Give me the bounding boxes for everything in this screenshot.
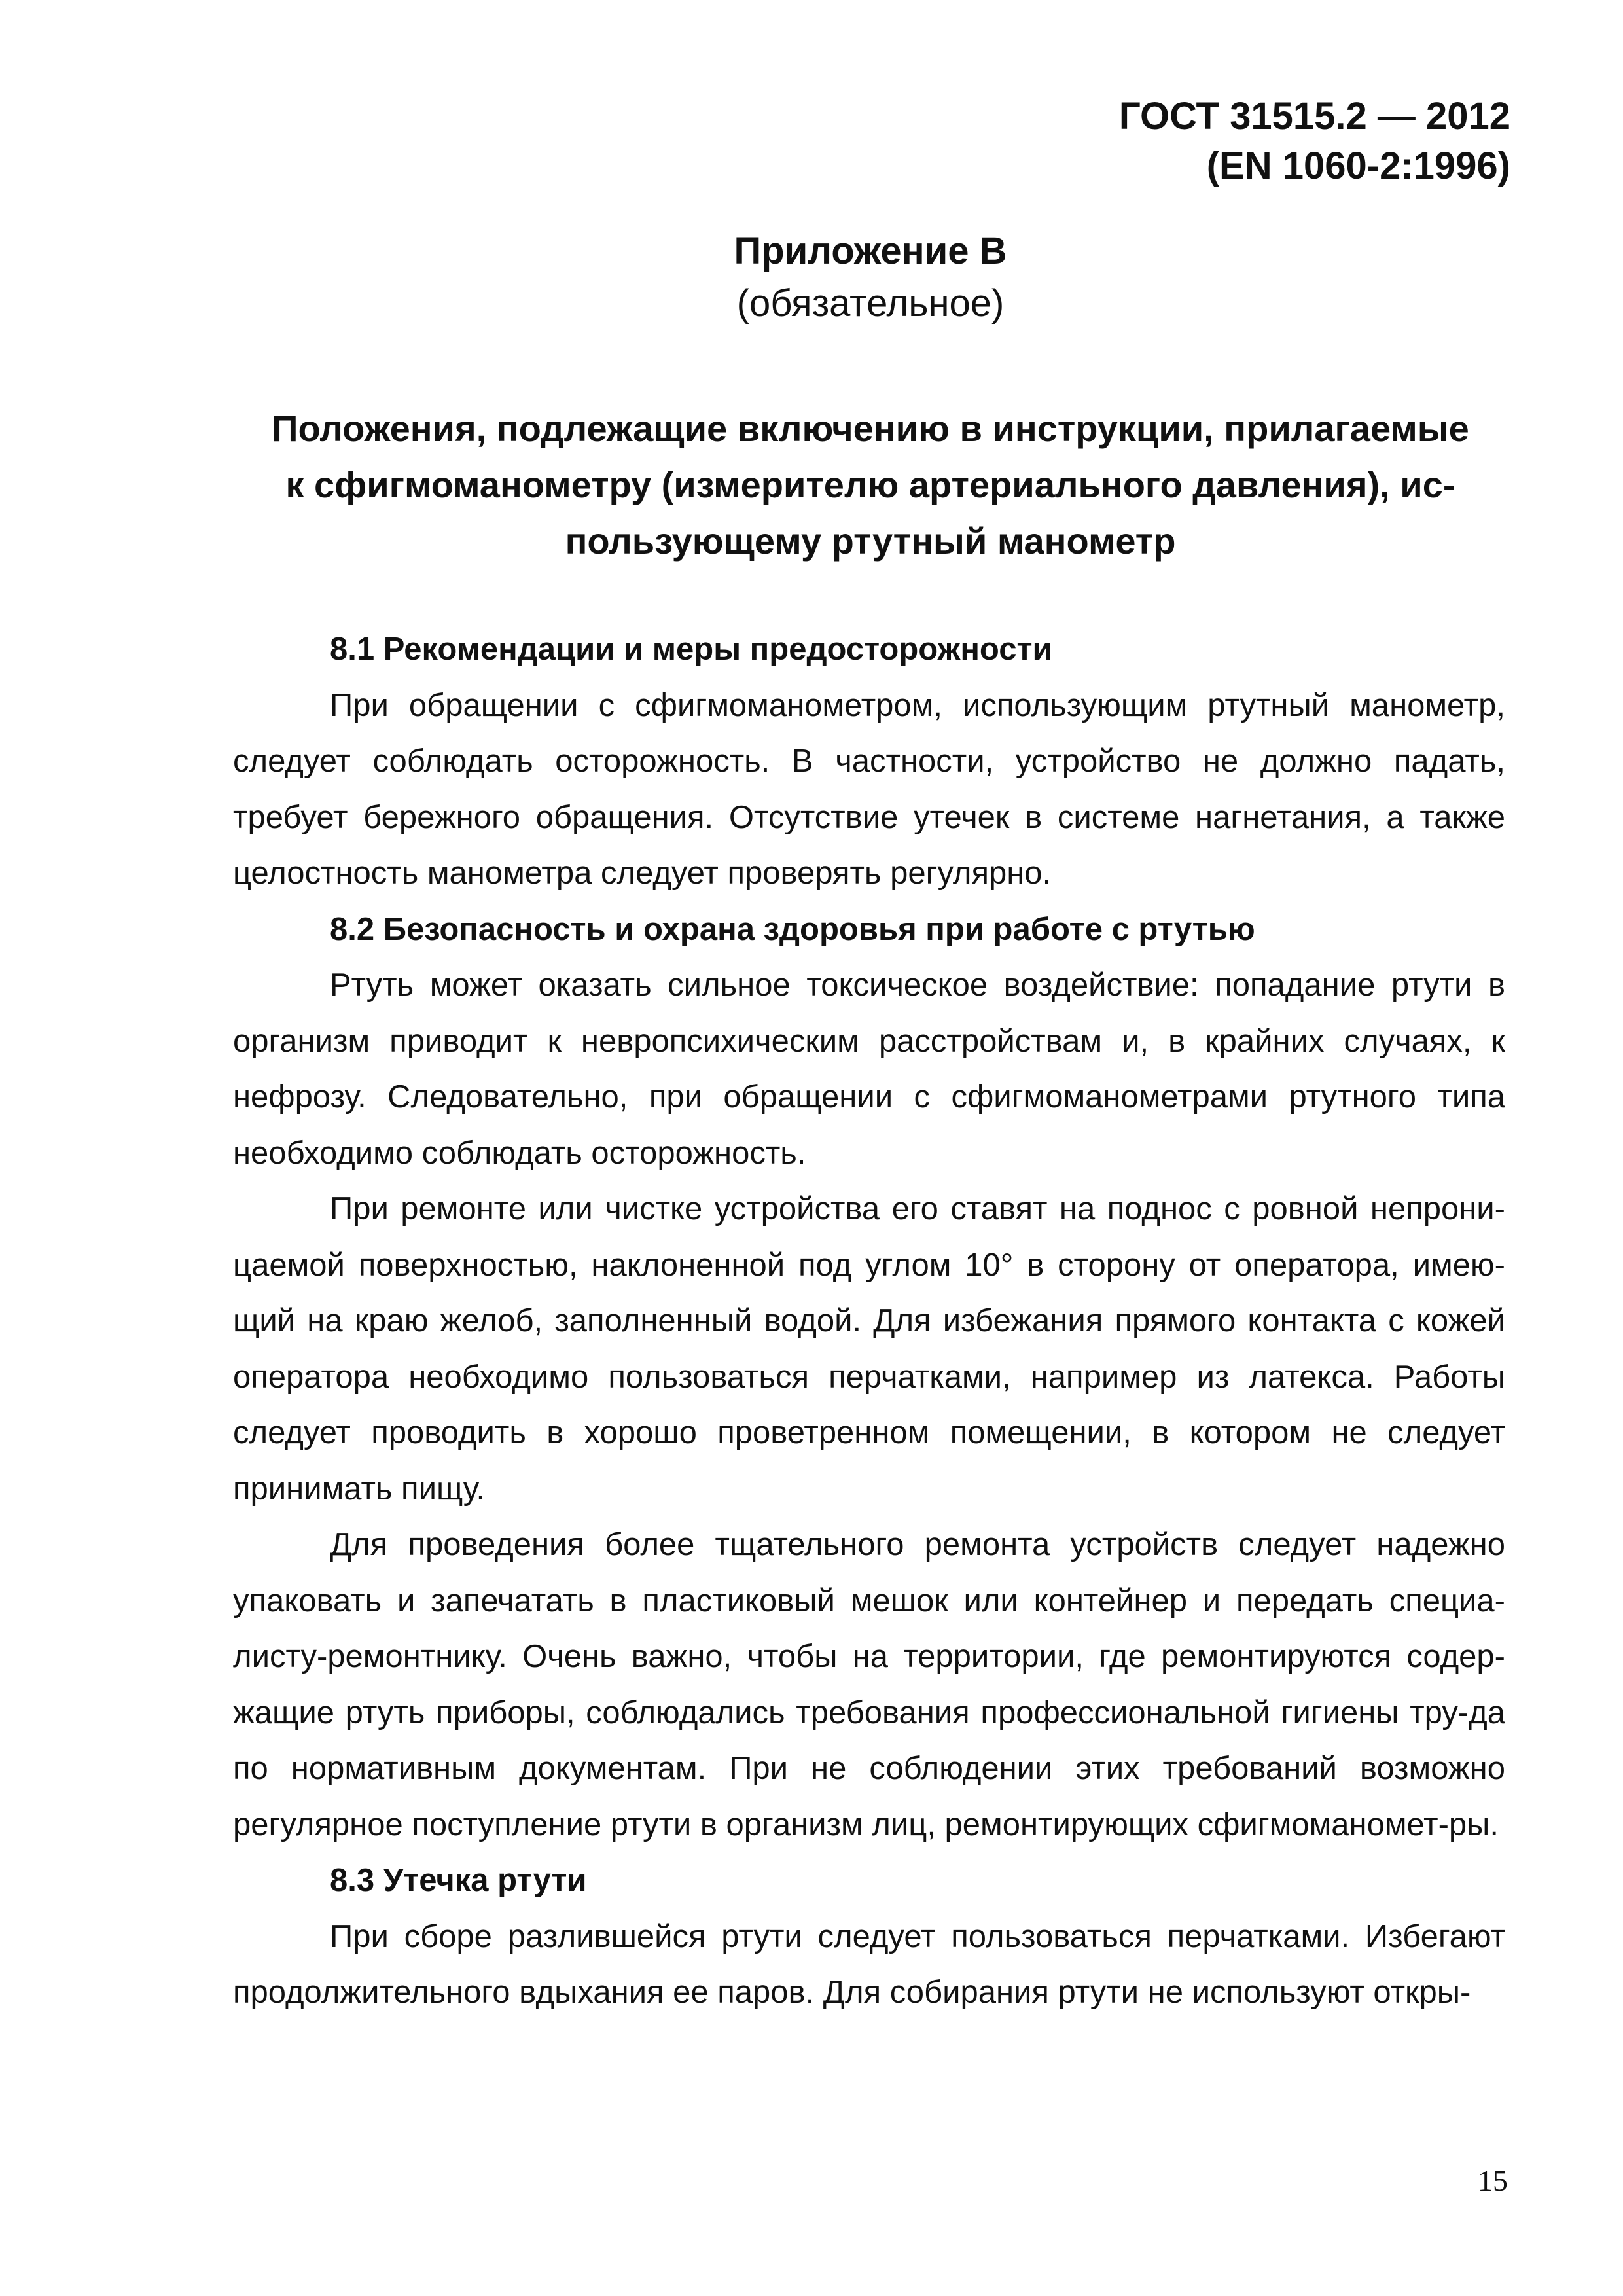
document-body: [233, 622, 1505, 2021]
page-number: 15: [1478, 2164, 1508, 2197]
appendix-status: (обязательное): [736, 282, 1005, 325]
subsection-heading: 8.2 Безопасность и охрана здоровья при работе с ртутью: [330, 911, 1255, 947]
standard-number: ГОСТ 31515.2 — 2012: [1118, 95, 1510, 137]
body-paragraph: Ртуть может оказать сильное токсическое воздействие: попадание ртути в организм приводит к невропсихическим расстройствам и, в крайних случаях, к нефрозу. Следовательно, при обращении с сфигмоманометрами ртутного типа необходимо соблюдать осторожность.: [233, 967, 1505, 1171]
appendix-block: [0, 225, 1623, 330]
appendix-title: Приложение В: [734, 230, 1007, 272]
document-header: [1119, 92, 1510, 191]
subsection-heading: 8.3 Утечка ртути: [330, 1863, 587, 1898]
section-title: [236, 401, 1505, 569]
subsection-heading: 8.1 Рекомендации и меры предосторожности: [330, 632, 1052, 667]
body-paragraph: При сборе разлившейся ртути следует пользоваться перчатками. Избегают продолжительного вдыхания ее паров. Для собирания ртути не используют откры-: [233, 1918, 1505, 2010]
section-title-line: Положения, подлежащие включению в инструкции, прилагаемые: [272, 408, 1469, 449]
body-paragraph: При обращении с сфигмоманометром, использующим ртутный манометр, следует соблюдать осторожность. В частности, устройство не должно падать, требует бережного обращения. Отсутствие утечек в системе нагнетания, а также целостность манометра следует проверять регулярно.: [233, 687, 1505, 891]
body-paragraph: При ремонте или чистке устройства его ставят на поднос с ровной непрони-цаемой поверхностью, наклоненной под углом 10° в сторону от оператора, имею-щий на краю желоб, заполненный водой. Для избежания прямого контакта с кожей оператора необходимо пользоваться перчатками, например из латекса. Работы следует проводить в хорошо проветренном помещении, в котором не следует принимать пищу.: [233, 1191, 1505, 1507]
equivalent-standard: (EN 1060-2:1996): [1206, 145, 1510, 187]
body-paragraph: Для проведения более тщательного ремонта устройств следует надежно упаковать и запечатать в пластиковый мешок или контейнер и передать специа-листу-ремонтнику. Очень важно, чтобы на территории, где ремонтируются содер-жащие ртуть приборы, соблюдались требования профессиональной гигиены тру-да по нормативным документам. При не соблюдении этих требований возможно регулярное поступление ртути в организм лиц, ремонтирующих сфигмоманомет-ры.: [233, 1527, 1505, 1842]
section-title-line: к сфигмоманометру (измерителю артериального давления), ис-: [285, 464, 1455, 505]
section-title-line: пользующему ртутный манометр: [565, 520, 1176, 562]
